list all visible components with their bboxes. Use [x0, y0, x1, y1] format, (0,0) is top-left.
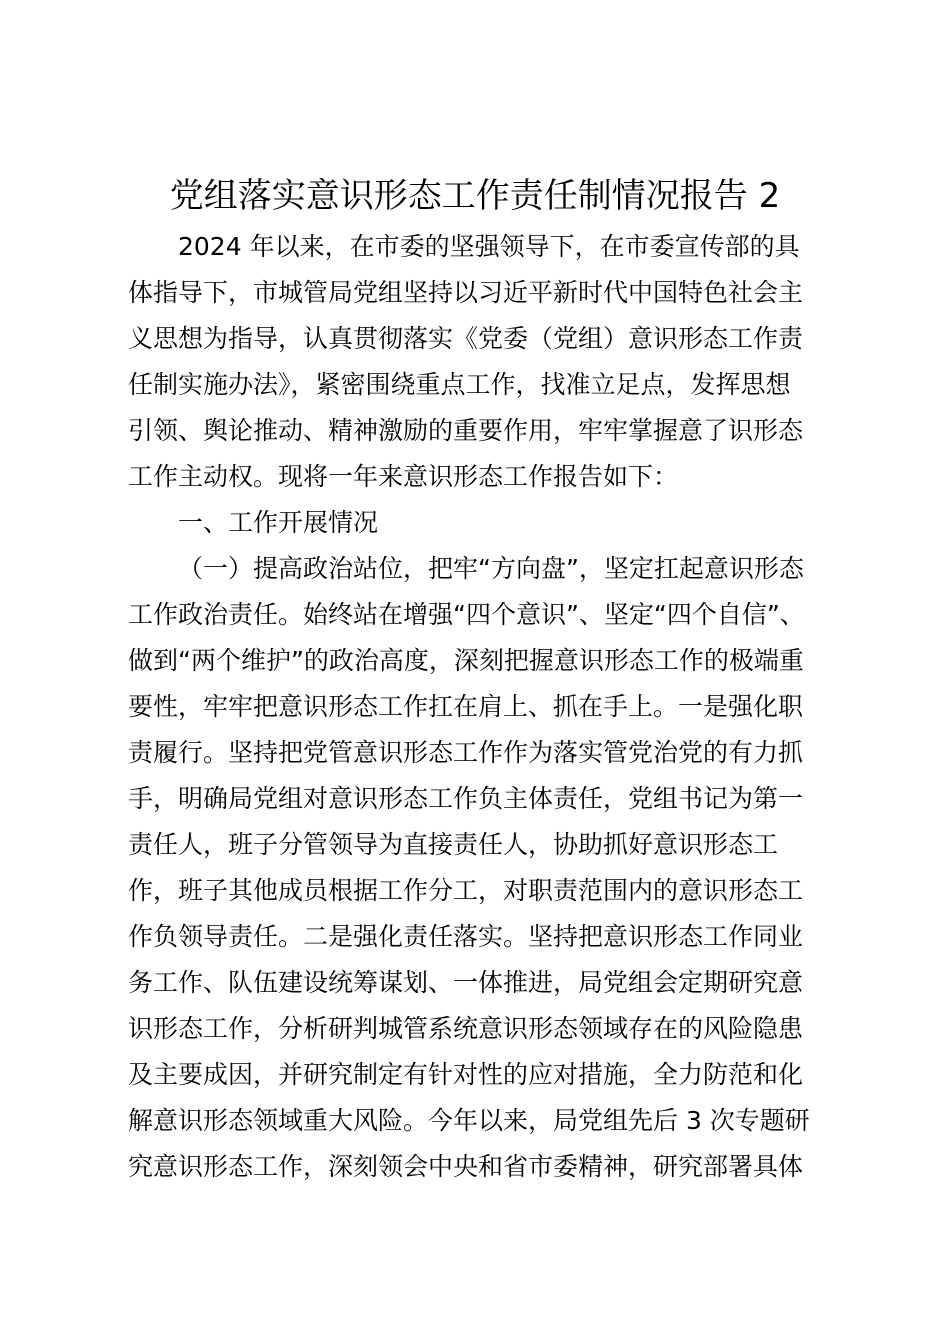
paragraph-line: 责任人，班子分管领导为直接责任人，协助抓好意识形态工 [128, 830, 779, 859]
paragraph-line: 究意识形态工作，深刻领会中央和省市委精神，研究部署具体 [128, 1152, 804, 1181]
paragraph-line: 任制实施办法》，紧密围绕重点工作，找准立足点，发挥思想 [128, 370, 791, 399]
paragraph-line: 及主要成因，并研究制定有针对性的应对措施，全力防范和化 [128, 1060, 804, 1089]
paragraph-line: 识形态工作，分析研判城管系统意识形态领域存在的风险隐患 [128, 1014, 804, 1043]
document-title: 党组落实意识形态工作责任制情况报告 2 [169, 176, 781, 216]
paragraph-line: 2024 年以来，在市委的坚强领导下，在市委宣传部的具 [178, 232, 800, 261]
document-body [128, 224, 822, 1190]
paragraph-line: 责履行。坚持把党管意识形态工作作为落实管党治党的有力抓 [128, 738, 804, 767]
paragraph-line: 工作政治责任。始终站在增强“四个意识”、坚定“四个自信”、 [128, 600, 805, 629]
paragraph-line: 引领、舆论推动、精神激励的重要作用，牢牢掌握意了识形态 [128, 416, 804, 445]
paragraph-line: 要性，牢牢把意识形态工作扛在肩上、抓在手上。一是强化职 [128, 692, 804, 721]
paragraph-line: 手，明确局党组对意识形态工作负主体责任，党组书记为第一 [128, 784, 804, 813]
section-heading: 一、工作开展情况 [178, 508, 379, 537]
paragraph-line: 作负领导责任。二是强化责任落实。坚持把意识形态工作同业 [128, 922, 804, 951]
paragraph-line: 做到“两个维护”的政治高度，深刻把握意识形态工作的极端重 [128, 646, 804, 675]
paragraph-line: 义思想为指导，认真贯彻落实《党委（党组）意识形态工作责 [128, 324, 804, 353]
paragraph-line: 作，班子其他成员根据工作分工，对职责范围内的意识形态工 [128, 876, 804, 905]
paragraph-line: 体指导下，市城管局党组坚持以习近平新时代中国特色社会主 [128, 278, 804, 307]
paragraph-line: 务工作、队伍建设统筹谋划、一体推进，局党组会定期研究意 [128, 968, 804, 997]
paragraph-line: 解意识形态领域重大风险。今年以来，局党组先后 3 次专题研 [128, 1106, 810, 1135]
paragraph-line: （一）提高政治站位，把牢“方向盘”，坚定扛起意识形态 [178, 554, 804, 583]
paragraph-line: 工作主动权。现将一年来意识形态工作报告如下： [128, 462, 679, 491]
